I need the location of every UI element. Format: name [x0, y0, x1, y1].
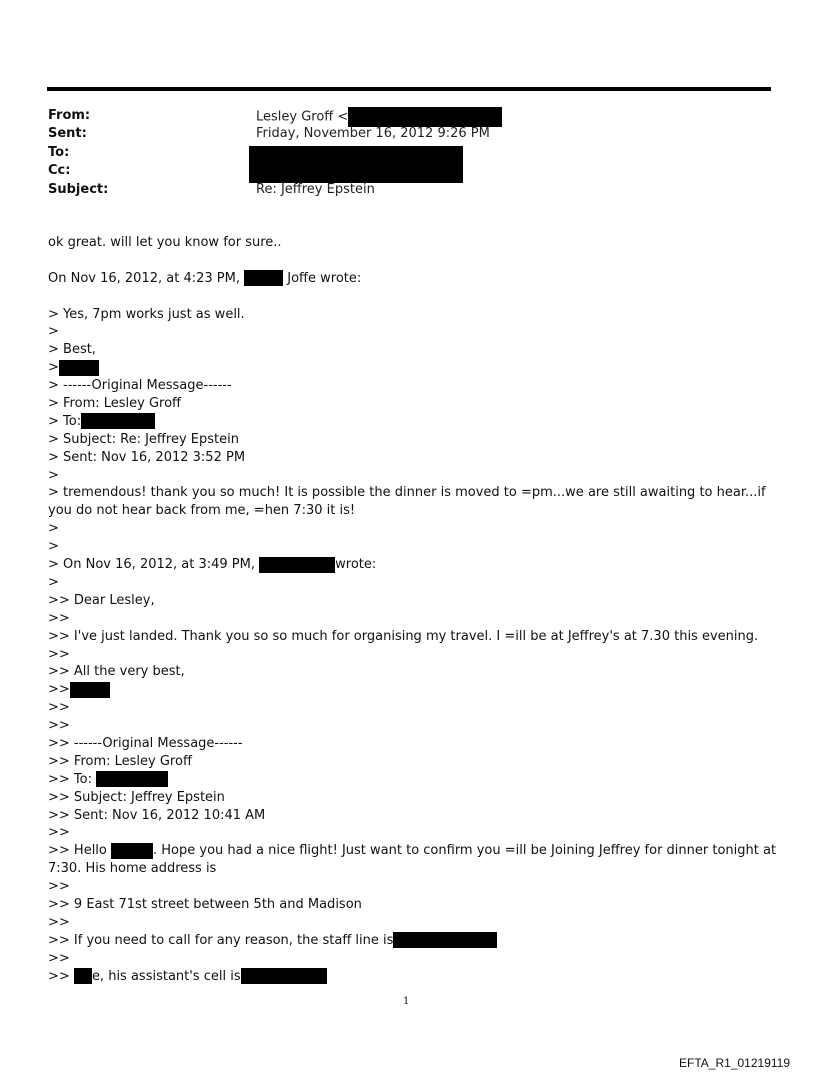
- body-line: >: [48, 574, 59, 590]
- body-line: >>: [48, 700, 70, 716]
- body-line: >> From: Lesley Groff: [48, 753, 192, 769]
- email-body: [48, 234, 778, 985]
- body-line: >>: [48, 718, 70, 734]
- body-line: >> ------Original Message------: [48, 735, 243, 751]
- body-line-text: >> If you need to call for any reason, the staff line is: [48, 932, 394, 948]
- cc-label: Cc:: [48, 163, 71, 178]
- body-line: >> 9 East 71st street between 5th and Madison: [48, 897, 362, 913]
- body-line: [48, 413, 778, 431]
- redaction-box: [259, 557, 335, 573]
- body-line: >>: [48, 646, 70, 662]
- body-line: >>: [48, 825, 70, 841]
- body-line: > ------Original Message------: [48, 378, 232, 394]
- redaction-box: [393, 932, 497, 948]
- body-line: >: [48, 521, 59, 537]
- body-line: > From: Lesley Groff: [48, 396, 182, 412]
- body-line: > Subject: Re: Jeffrey Epstein: [48, 431, 239, 447]
- sent-label: Sent:: [48, 126, 87, 141]
- body-line: >> I've just landed. Thank you so so much for organising my travel. I =ill be at Jeffrey's at 7.30 this evening.: [48, 628, 759, 644]
- body-line: >: [48, 324, 59, 340]
- body-line-text: > To:: [48, 413, 82, 429]
- body-line: [48, 932, 778, 950]
- from-label: From:: [48, 108, 91, 123]
- body-line-text: wrote:: [335, 557, 377, 573]
- body-line: >> Dear Lesley,: [48, 592, 155, 608]
- document-id: EFTA_R1_01219119: [679, 1056, 790, 1070]
- body-line: > Best,: [48, 342, 96, 358]
- page-number: 1: [403, 996, 410, 1007]
- body-line: [48, 968, 778, 986]
- body-line: > tremendous! thank you so much! It is possible the dinner is moved to =pm...we are still awaiting to hear...if you do not hear back from me, =hen 7:30 it is!: [48, 485, 766, 519]
- body-line: >> Subject: Jeffrey Epstein: [48, 789, 225, 805]
- body-line: [48, 681, 778, 699]
- body-line-text: >> Hello: [48, 843, 107, 859]
- body-line-text: > On Nov 16, 2012, at 3:49 PM,: [48, 557, 255, 573]
- body-line: >>: [48, 610, 70, 626]
- body-line: >: [48, 467, 59, 483]
- redaction-box: [81, 413, 155, 429]
- body-line: [48, 556, 778, 574]
- subject-value: Re: Jeffrey Epstein: [256, 182, 375, 197]
- body-line-text: >>: [48, 682, 70, 698]
- body-line-text: Joffe wrote:: [283, 270, 362, 286]
- body-line: >>: [48, 950, 70, 966]
- from-value-text: Lesley Groff <: [256, 109, 349, 125]
- from-value: [256, 107, 502, 127]
- body-line: > Yes, 7pm works just as well.: [48, 306, 245, 322]
- redaction-box: [111, 843, 153, 859]
- body-line: >>: [48, 914, 70, 930]
- body-line-text: >: [48, 360, 59, 376]
- body-line: >>: [48, 879, 70, 895]
- redaction-box: [70, 682, 110, 698]
- redaction-box: [96, 771, 168, 787]
- body-line-text: >>: [48, 968, 70, 984]
- subject-label: Subject:: [48, 182, 109, 197]
- body-line: >> All the very best,: [48, 664, 185, 680]
- redaction-box: [241, 968, 327, 984]
- body-line: [48, 270, 778, 288]
- sent-value: Friday, November 16, 2012 9:26 PM: [256, 126, 490, 141]
- redaction-box: [249, 146, 463, 183]
- to-label: To:: [48, 145, 70, 160]
- body-line: [48, 842, 778, 878]
- redaction-box: [348, 107, 502, 127]
- body-line-text: On Nov 16, 2012, at 4:23 PM,: [48, 270, 240, 286]
- body-line: [48, 771, 778, 789]
- body-line: [48, 359, 778, 377]
- header-rule: [47, 87, 771, 91]
- body-line: ok great. will let you know for sure..: [48, 235, 282, 250]
- body-line: >> Sent: Nov 16, 2012 10:41 AM: [48, 807, 266, 823]
- redaction-box: [59, 360, 99, 376]
- body-line-text: . Hope you had a nice flight! Just want to confirm you =ill be Joining Jeffrey for dinner tonight at 7:30. His home address is: [48, 843, 777, 877]
- body-line: >: [48, 539, 59, 555]
- body-line: > Sent: Nov 16, 2012 3:52 PM: [48, 449, 246, 465]
- redaction-box: [244, 270, 283, 286]
- body-line-text: >> To:: [48, 771, 92, 787]
- body-line-text: e, his assistant's cell is: [91, 968, 241, 984]
- redaction-box: [74, 968, 92, 984]
